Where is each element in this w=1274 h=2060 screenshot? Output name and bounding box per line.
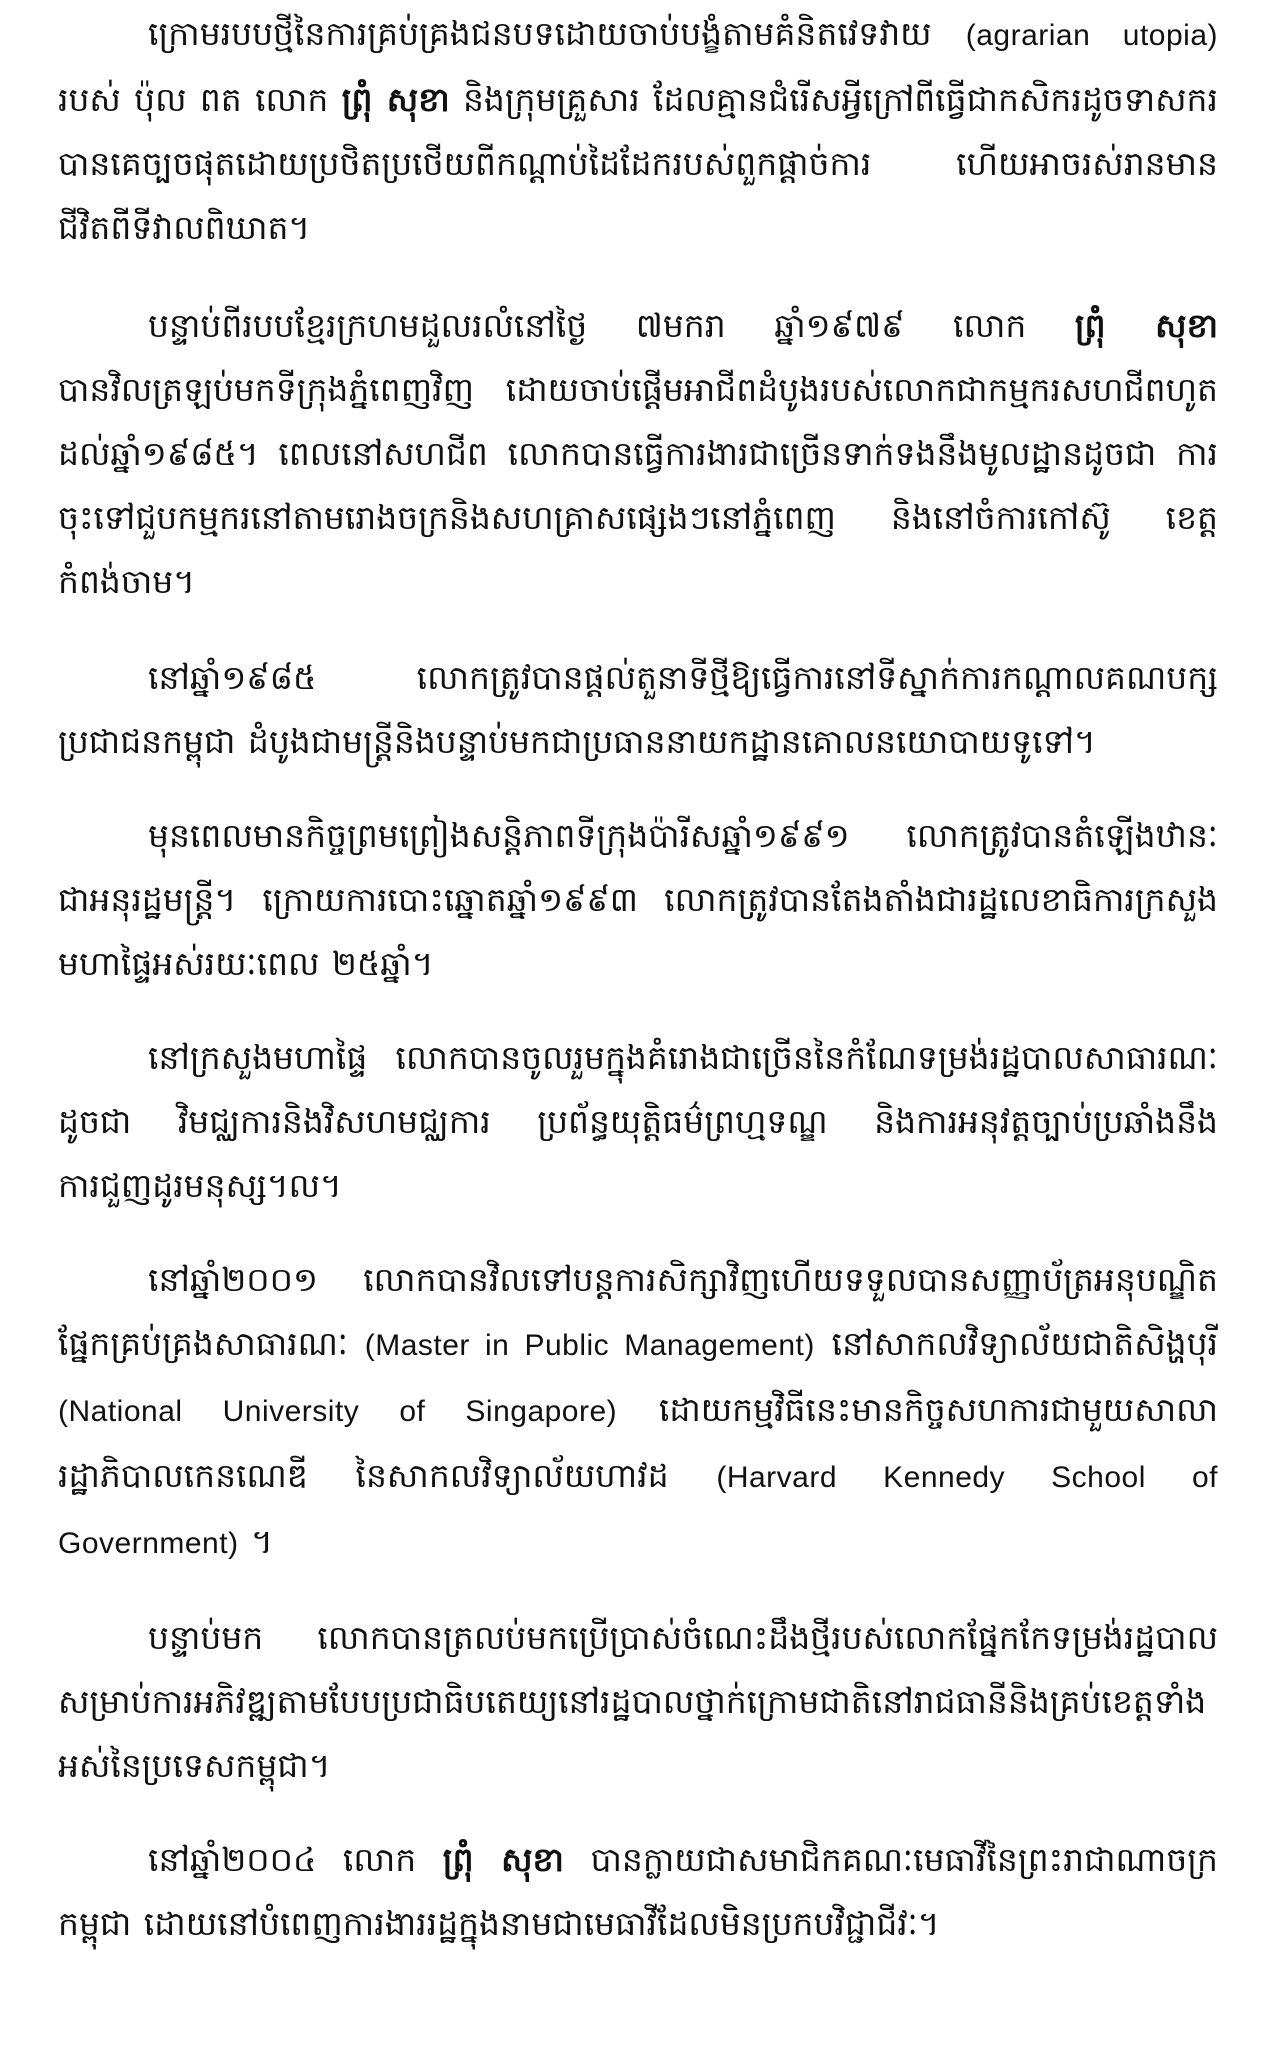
paragraph-text: បានក្លាយជាសមាជិកគណៈមេធាវីនៃព្រះរាជាណាចក្រកម្ពុជា ដោយនៅបំពេញការងាររដ្ឋក្នុងនាមជាមេធាវីដែលមិនប្រកបវិជ្ជាជីវៈ។ — [58, 1840, 1218, 1943]
english-term-harvard-kennedy: (Harvard Kennedy School of Government) — [58, 1461, 1218, 1560]
paragraph-return-phnom-penh — [58, 294, 1218, 614]
document-page — [58, 0, 1218, 1956]
paragraph-text: ក្រោមរបបថ្មីនៃការគ្រប់គ្រងជនបទដោយចាប់បង្ខំតាមគំនិតវេទវាយ — [148, 14, 966, 53]
paragraph-text: នៅឆ្នាំ២០០៤ លោក — [148, 1840, 443, 1879]
paragraph-ministry-interior: នៅក្រសួងមហាផ្ទៃ លោកបានចូលរួមក្នុងគំរោងជាច្រើននៃកំណែទម្រង់រដ្ឋបាលសាធារណៈដូចជា វិមជ្ឈការនិងវិសហមជ្ឈការ ប្រព័ន្ធយុត្តិធម៌ព្រហ្មទណ្ឌ និងការអនុវត្តច្បាប់ប្រឆាំងនឹងការជួញដូរមនុស្ស។ល។ — [58, 1038, 1218, 1205]
english-term-agrarian-utopia: (agrarian utopia) — [965, 19, 1218, 52]
person-name: ព្រុំ សុខា — [341, 80, 450, 119]
paragraph-text: នៅឆ្នាំ២០០១ លោកបានវិលទៅបន្តការសិក្សាវិញហើយទទួលបានសញ្ញាប័ត្រអនុបណ្ឌិតផ្នែកគ្រប់គ្រងសាធារណៈ — [58, 1260, 1218, 1363]
paragraph-text: និងក្រុមគ្រួសារ ដែលគ្មានជំរើសអ្វីក្រៅពីធ្វើជាកសិករដូចទាសករ បានគេច្បចផុតដោយប្រថិតប្រថើយពីកណ្ដាប់ដៃដែករបស់ពួកផ្ដាច់ការ ហើយអាចរស់រានមានជីវិតពីទីវាលពិឃាត។ — [58, 80, 1218, 247]
paragraph-text: បានវិលត្រឡប់មកទីក្រុងភ្នំពេញវិញ ដោយចាប់ផ្ដើមអាជីពដំបូងរបស់លោកជាកម្មករសហជីពហូតដល់ឆ្នាំ១៩៨៥។ ពេលនៅសហជីព លោកបានធ្វើការងារជាច្រើនទាក់ទងនឹងមូលដ្ឋានដូចជា ការចុះទៅជួបកម្មករនៅតាមរោងចក្រនិងសហគ្រាសផ្សេងៗនៅភ្នំពេញ និងនៅចំការកៅស៊ូ ខេត្តកំពង់ចាម។ — [58, 370, 1218, 601]
person-name: ព្រុំ សុខា — [1074, 306, 1219, 345]
paragraph-text: នៅសាកលវិទ្យាល័យជាតិសិង្ហបុរី — [814, 1324, 1218, 1363]
paragraph-text: ។ — [238, 1522, 273, 1561]
paragraph-vice-minister: មុនពេលមានកិច្ចព្រមព្រៀងសន្តិភាពទីក្រុងប៉ារីសឆ្នាំ១៩៩១ លោកត្រូវបានតំឡើងឋានៈជាអនុរដ្ឋមន្ត្រី។ ក្រោយការបោះឆ្នោតឆ្នាំ១៩៩៣ លោកត្រូវបានតែងតាំងជារដ្ឋលេខាធិការក្រសួងមហាផ្ទៃអស់រយៈពេល ២៥ឆ្នាំ។ — [58, 816, 1218, 983]
paragraph-text: ដោយកម្មវិធីនេះមានកិច្ចសហការជាមួយសាលារដ្ឋាភិបាលកេនណេឌី នៃសាកលវិទ្យាល័យហាវដ — [58, 1390, 1218, 1495]
paragraph-early-life — [58, 2, 1218, 260]
paragraph-text: បន្ទាប់ពីរបបខ្មែរក្រហមដួលរលំនៅថ្ងៃ ៧មករា ឆ្នាំ១៩៧៩ លោក — [148, 306, 1075, 345]
paragraph-master-degree — [58, 1248, 1218, 1576]
paragraph-administrative-reform: បន្ទាប់មក លោកបានត្រលប់មកប្រើប្រាស់ចំណេះដឹងថ្មីរបស់លោកផ្នែកកែទម្រង់រដ្ឋបាល សម្រាប់ការអភិវឌ្ឍតាមបែបប្រជាធិបតេយ្យនៅរដ្ឋបាលថ្នាក់ក្រោមជាតិនៅរាជធានីនិងគ្រប់ខេត្តទាំងអស់នៃប្រទេសកម្ពុជា។ — [58, 1618, 1218, 1785]
english-term-nus: (National University of Singapore) — [58, 1395, 618, 1428]
paragraph-text: របស់ ប៉ុល ពត លោក — [58, 80, 342, 119]
paragraph-bar-association — [58, 1828, 1218, 1956]
paragraph-party-headquarters: នៅឆ្នាំ១៩៨៥ លោកត្រូវបានផ្ដល់តួនាទីថ្មីឱ្យធ្វើការនៅទីស្នាក់ការកណ្ដាលគណបក្សប្រជាជនកម្ពុជា ដំបូងជាមន្ត្រីនិងបន្ទាប់មកជាប្រធាននាយកដ្ឋានគោលនយោបាយទូទៅ។ — [58, 658, 1218, 761]
person-name: ព្រុំ សុខា — [442, 1840, 564, 1879]
english-term-master-public-management: (Master in Public Management) — [364, 1329, 815, 1362]
